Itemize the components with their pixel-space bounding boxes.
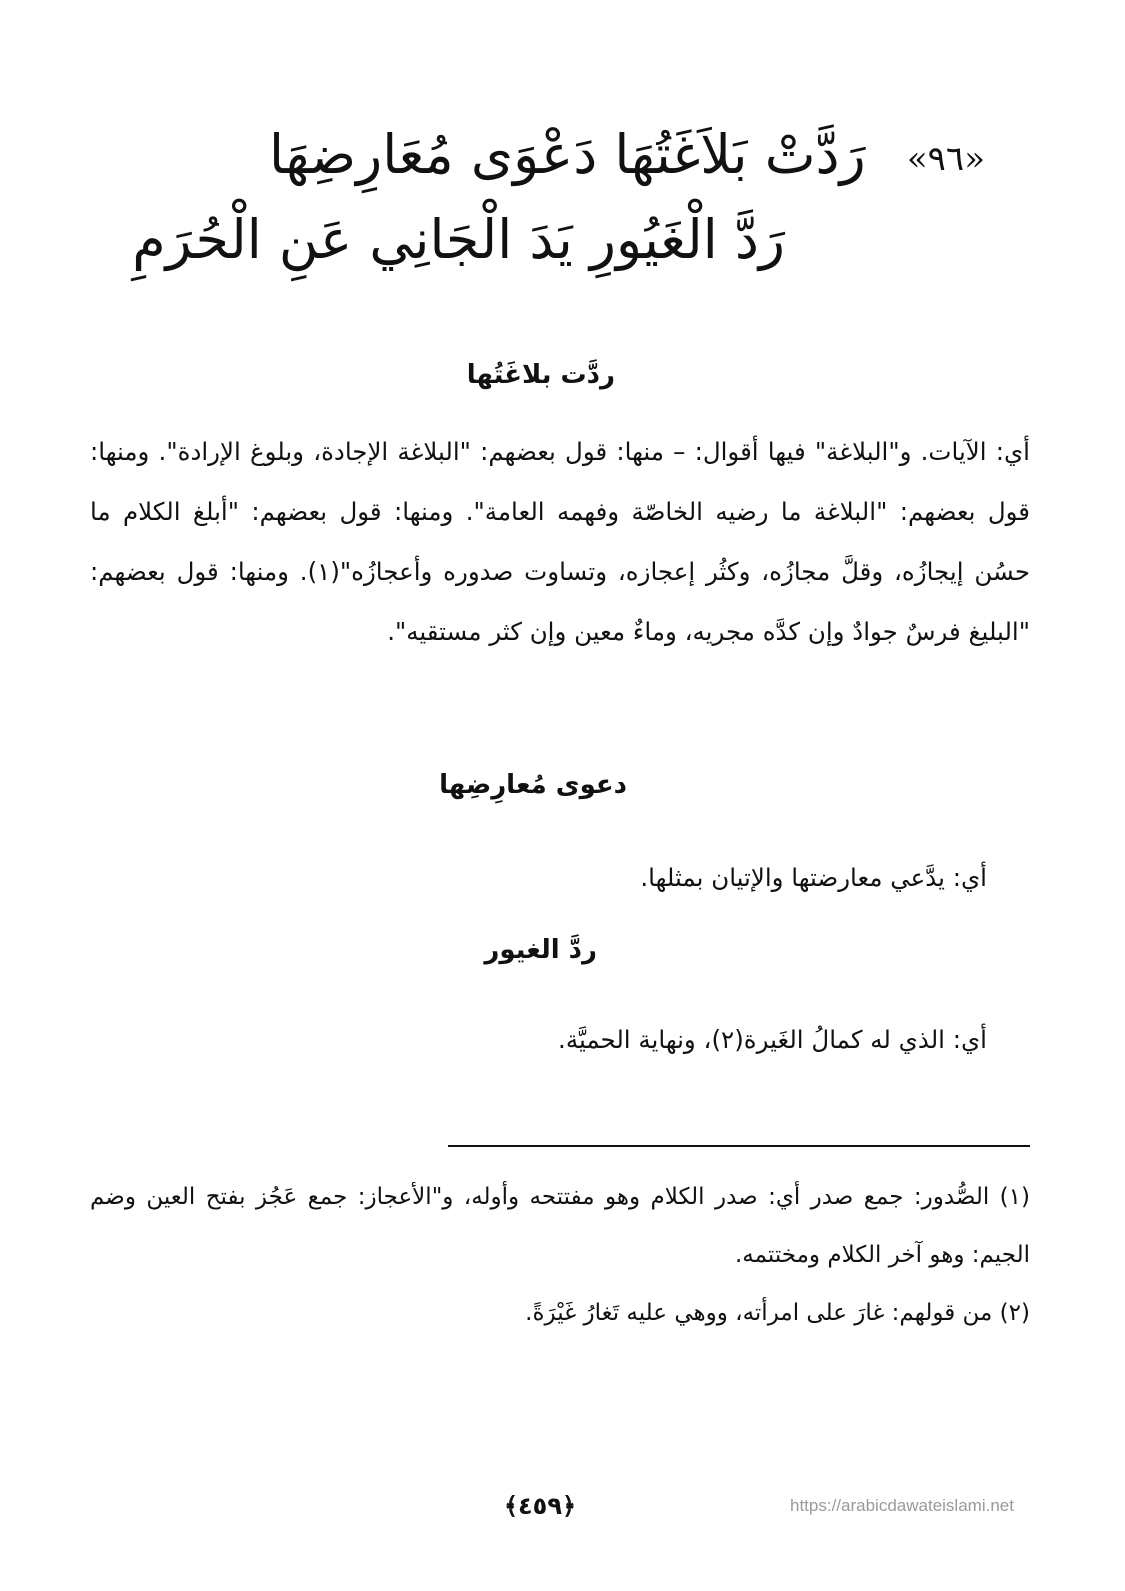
footnote-divider xyxy=(448,1145,1030,1147)
footnotes xyxy=(90,1168,1030,1342)
section-text-2: أي: يدَّعي معارضتها والإتيان بمثلها. xyxy=(640,863,987,892)
watermark-url: https://arabicdawateislami.net xyxy=(790,1496,1014,1515)
section-text-1: أي: الآيات. و"البلاغة" فيها أقوال: – منها: قول بعضهم: "البلاغة الإجادة، وبلوغ الإرادة". ومنها: قول بعضهم: "البلاغة ما رضيه الخاصّة وفهمه العامة". ومنها: قول بعضهم: "أبلغ الكلام ما حسُن إيجازُه، وقلَّ مجازُه، وكثُر إعجازه، وتساوت صدوره وأعجازُه"(١). ومنها: قول بعضهم: "البليغ فرسٌ جوادٌ وإن كدَّه مجريه، وماءٌ معين وإن كثر مستقيه". xyxy=(90,437,1030,646)
section-heading-3: ردَّ الغيور xyxy=(484,935,597,965)
section-text-3: أي: الذي له كمالُ الغَيرة(٢)، ونهاية الحميَّة. xyxy=(558,1025,987,1054)
verse-line-1-text: رَدَّتْ بَلاَغَتُهَا دَعْوَى مُعَارِضِهَا xyxy=(268,123,866,186)
section-heading-1: ردَّت بلاغَتُها xyxy=(466,360,615,390)
verse-line-1 xyxy=(269,120,985,194)
footnote-2: (٢) من قولهم: غارَ على امرأته، ووهي عليه تَغارُ غَيْرَةً. xyxy=(525,1300,1030,1326)
verse-number: «٩٦» xyxy=(906,139,985,179)
section-heading-2: دعوى مُعارِضِها xyxy=(439,770,627,800)
page-number: ﴿٤٥٩﴾ xyxy=(503,1492,577,1520)
verse-line-2: رَدَّ الْغَيُورِ يَدَ الْجَانِي عَنِ الْحُرَمِ xyxy=(132,208,785,271)
footnote-1: (١) الصُّدور: جمع صدر أي: صدر الكلام وهو مفتتحه وأوله، و"الأعجاز: جمع عَجُز بفتح العين وضم الجيم: وهو آخر الكلام ومختتمه. xyxy=(90,1184,1030,1268)
